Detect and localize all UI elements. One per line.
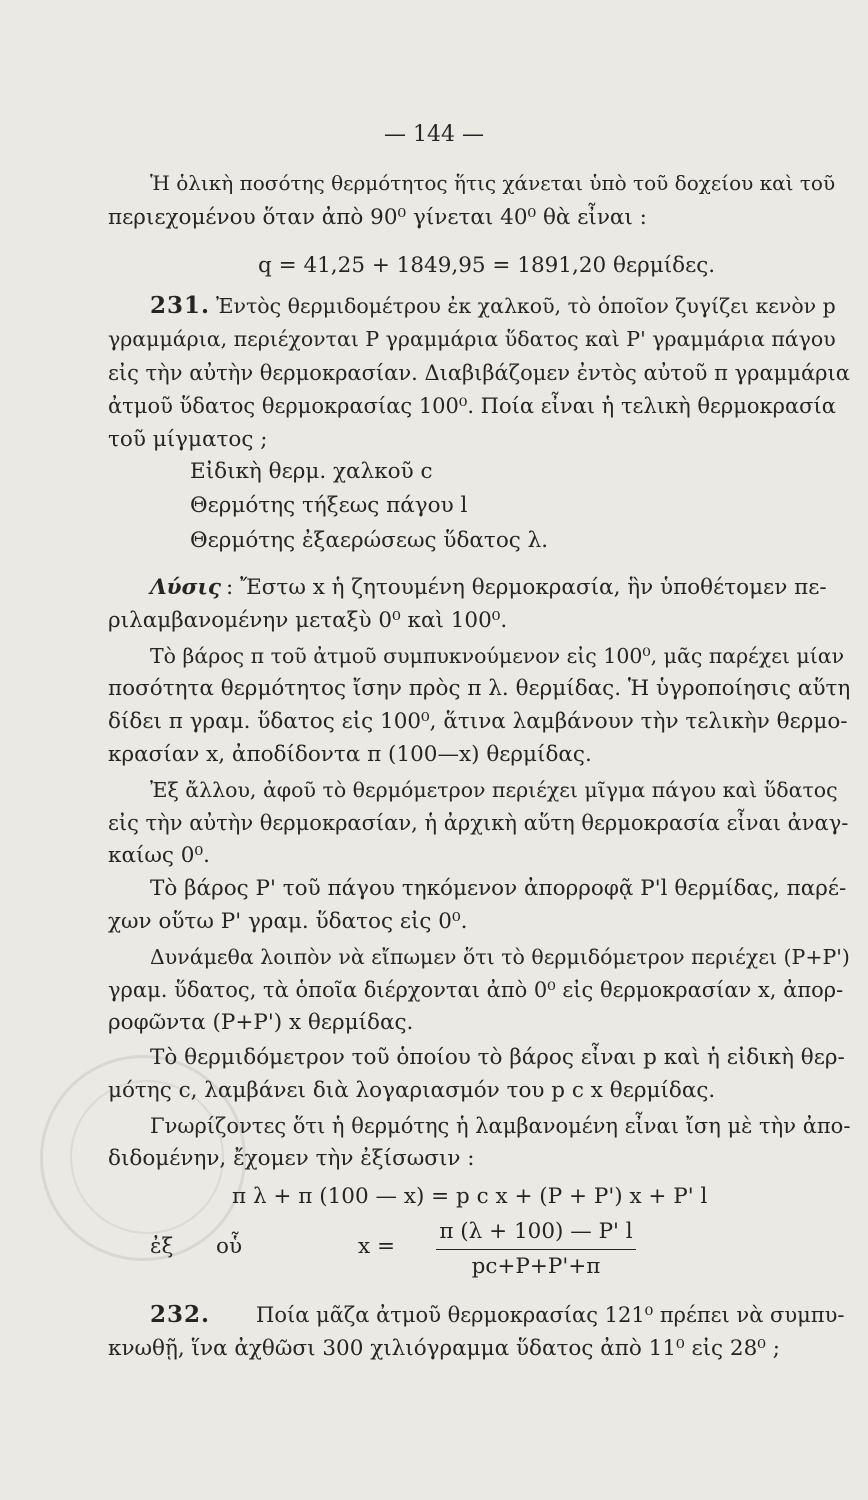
problem-232-number: 232.	[150, 1301, 211, 1328]
text-line: Ἡ ὁλικὴ ποσότης θερμότητος ἥτις χάνεται ὑπὸ τοῦ δοχείου καὶ τοῦ	[150, 171, 836, 195]
text-line: καίως 0⁰.	[108, 843, 210, 868]
text-line: Γνωρίζοντες ὅτι ἡ θερμότης ἡ λαμβανομένη εἶναι ἴση μὲ τὴν ἀπο-	[150, 1114, 851, 1138]
text-line: : Ἔστω x ἡ ζητουμένη θερμοκρασία, ἣν ὑποθέτομεν πε-	[226, 575, 827, 600]
text-line: Ἐξ ἄλλου, ἀφοῦ τὸ θερμόμετρον περιέχει μῖγμα πάγου καὶ ὕδατος	[150, 778, 838, 802]
text-line: κνωθῇ, ἵνα ἀχθῶσι 300 χιλιόγραμμα ὕδατος ἀπὸ 11⁰ εἰς 28⁰ ;	[108, 1336, 780, 1361]
text-line: ἀτμοῦ ὕδατος θερμοκρασίας 100⁰. Ποία εἶναι ἡ τελικὴ θερμοκρασία	[108, 394, 836, 418]
heat-balance-equation: π λ + π (100 — x) = p c x + (Ρ + Ρ') x + Ρ' l	[232, 1184, 708, 1209]
text-line: Τὸ βάρος Ρ' τοῦ πάγου τηκόμενον ἀπορροφᾷ Ρ'l θερμίδας, παρέ-	[150, 876, 847, 901]
given-specific-heat: Εἰδικὴ θερμ. χαλκοῦ c	[190, 459, 433, 484]
text-line: Ποία μᾶζα ἀτμοῦ θερμοκρασίας 121⁰ πρέπει νὰ συμπυ-	[256, 1303, 845, 1327]
text-line: μότης c, λαμβάνει διὰ λογαριασμόν του p c x θερμίδας.	[108, 1078, 716, 1103]
text-line: ριλαμβανομένην μεταξὺ 0⁰ καὶ 100⁰.	[108, 608, 508, 633]
text-line: ποσότητα θερμότητος ἴσην πρὸς π λ. θερμίδας. Ἡ ὑγροποίησις αὕτη	[108, 676, 851, 701]
text-ou: οὗ	[216, 1234, 243, 1259]
text-line: Τὸ θερμιδόμετρον τοῦ ὁποίου τὸ βάρος εἶναι p καὶ ἡ εἰδικὴ θερ-	[150, 1045, 845, 1070]
text-line: εἰς τὴν αὐτὴν θερμοκρασίαν. Διαβιβάζομεν ἐντὸς αὐτοῦ π γραμμάρια	[108, 361, 850, 385]
solution-fraction	[436, 1217, 636, 1282]
given-vaporization-heat: Θερμότης ἐξαερώσεως ὕδατος λ.	[190, 528, 549, 553]
equation-total-heat: q = 41,25 + 1849,95 = 1891,20 θερμίδες.	[258, 253, 716, 278]
text-line: δίδει π γραμ. ὕδατος εἰς 100⁰, ἅτινα λαμβάνουν τὴν τελικὴν θερμο-	[108, 709, 848, 734]
text-line: τοῦ μίγματος ;	[108, 427, 268, 452]
given-fusion-heat: Θερμότης τήξεως πάγου l	[190, 493, 468, 518]
text-line: Δυνάμεθα λοιπὸν νὰ εἴπωμεν ὅτι τὸ θερμιδόμετρον περιέχει (Ρ+Ρ')	[150, 945, 850, 969]
text-ex: ἐξ	[150, 1234, 174, 1259]
text-line: εἰς τὴν αὐτὴν θερμοκρασίαν, ἡ ἀρχικὴ αὕτη θερμοκρασία εἶναι ἀναγ-	[108, 811, 849, 835]
text-line: ροφῶντα (Ρ+Ρ') x θερμίδας.	[108, 1010, 414, 1035]
text-line: χων οὕτω Ρ' γραμ. ὕδατος εἰς 0⁰.	[108, 909, 468, 934]
text-line: κρασίαν x, ἀποδίδοντα π (100—x) θερμίδας.	[108, 742, 592, 767]
text-line: Τὸ βάρος π τοῦ ἀτμοῦ συμπυκνούμενον εἰς 100⁰, μᾶς παρέχει μίαν	[150, 644, 845, 668]
solution-label: Λύσις	[150, 575, 221, 600]
text-line: γραμμάρια, περιέχονται Ρ γραμμάρια ὕδατος καὶ Ρ' γραμμάρια πάγου	[108, 327, 836, 351]
text-line: περιεχομένου ὅταν ἀπὸ 90⁰ γίνεται 40⁰ θὰ εἶναι :	[108, 205, 647, 230]
x-equals: x =	[358, 1234, 395, 1259]
text-line: γραμ. ὕδατος, τὰ ὁποῖα διέρχονται ἀπὸ 0⁰ εἰς θερμοκρασίαν x, ἀπορ-	[108, 978, 844, 1002]
fraction-numerator: π (λ + 100) — Ρ' l	[436, 1217, 636, 1250]
problem-231-number: 231.	[150, 292, 211, 319]
text-line: Ἐντὸς θερμιδομέτρου ἐκ χαλκοῦ, τὸ ὁποῖον ζυγίζει κενὸν p	[216, 294, 836, 318]
text-line: διδομένην, ἔχομεν τὴν ἐξίσωσιν :	[108, 1146, 475, 1171]
page-number: — 144 —	[384, 122, 484, 147]
fraction-denominator: pc+Ρ+Ρ'+π	[471, 1254, 601, 1279]
